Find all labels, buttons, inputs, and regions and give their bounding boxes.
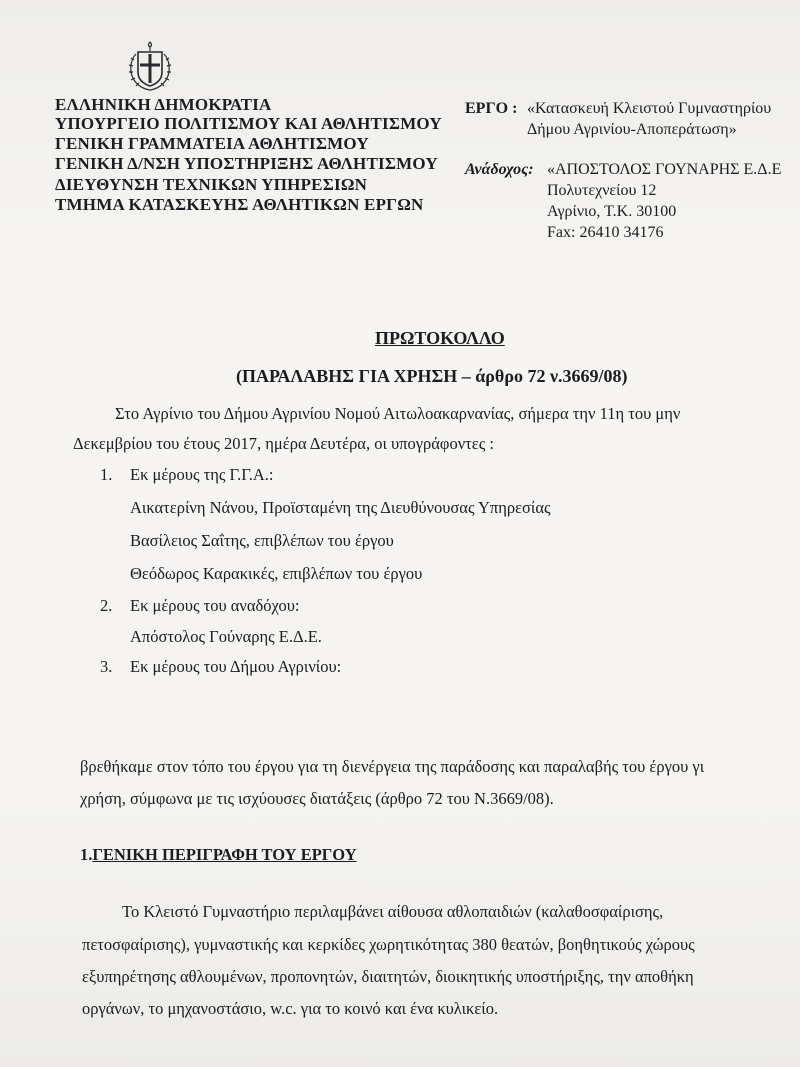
project-name-line2: Δήμου Αγρινίου-Αποπεράτωση» — [527, 121, 737, 138]
header-line: ΤΜΗΜΑ ΚΑΤΑΣΚΕΥΗΣ ΑΘΛΗΤΙΚΩΝ ΕΡΓΩΝ — [55, 195, 424, 214]
party-label: Εκ μέρους του αναδόχου: — [130, 596, 300, 615]
document-title: ΠΡΩΤΟΚΟΛΛΟ — [375, 328, 505, 348]
document-subtitle: (ΠΑΡΑΛΑΒΗΣ ΓΙΑ ΧΡΗΣΗ – άρθρο 72 ν.3669/08) — [236, 366, 628, 386]
party-member: Απόστολος Γούναρης Ε.Δ.Ε. — [130, 627, 322, 646]
header-line: ΓΕΝΙΚΗ Δ/ΝΣΗ ΥΠΟΣΤΗΡΙΞΗΣ ΑΘΛΗΤΙΣΜΟΥ — [55, 154, 438, 173]
party-number: 2. — [100, 596, 113, 615]
section-title: ΓΕΝΙΚΗ ΠΕΡΙΓΡΑΦΗ ΤΟΥ ΕΡΓΟΥ — [92, 845, 357, 864]
project-name-line1: «Κατασκευή Κλειστού Γυμναστηρίου — [527, 100, 772, 117]
section-body-line: Το Κλειστό Γυμναστήριο περιλαμβάνει αίθουσα αθλοπαιδιών (καλαθοσφαίρισης, — [122, 902, 664, 921]
section-number: 1. — [80, 845, 93, 864]
section-body-line: πετοσφαίρισης), γυμναστικής και κερκίδες χωρητικότητας 380 θεατών, βοηθητικούς χώρους — [82, 935, 695, 954]
found-line: βρεθήκαμε στον τόπο του έργου για τη διενέργεια της παράδοσης και παραλαβής του έργου γι — [80, 757, 705, 776]
section-body-line: οργάνων, το μηχανοστάσιο, w.c. για το κοινό και ένα κυλικείο. — [82, 999, 499, 1018]
section-body-line: εξυπηρέτησης αθλουμένων, προπονητών, διαιτητών, διοικητικής υποστήριξης, την αποθήκη — [82, 967, 694, 986]
section-heading — [80, 845, 357, 865]
party-member: Βασίλειος Σαΐτης, επιβλέπων του έργου — [130, 531, 394, 550]
greek-coat-of-arms-emblem — [124, 38, 176, 94]
header-line: ΥΠΟΥΡΓΕΙΟ ΠΟΛΙΤΙΣΜΟΥ ΚΑΙ ΑΘΛΗΤΙΣΜΟΥ — [55, 114, 442, 133]
party-number: 3. — [100, 657, 113, 676]
contractor-label: Ανάδοχος: — [465, 161, 534, 178]
intro-line: Δεκεμβρίου του έτους 2017, ημέρα Δευτέρα, οι υπογράφοντες : — [73, 434, 494, 453]
party-number: 1. — [100, 465, 113, 484]
party-member: Θεόδωρος Καρακικές, επιβλέπων του έργου — [130, 564, 423, 583]
header-line: ΕΛΛΗΝΙΚΗ ΔΗΜΟΚΡΑΤΙΑ — [55, 95, 272, 114]
found-line: χρήση, σύμφωνα με τις ισχύουσες διατάξεις (άρθρο 72 του Ν.3669/08). — [80, 789, 554, 808]
contractor-name: «ΑΠΟΣΤΟΛΟΣ ΓΟΥΝΑΡΗΣ Ε.Δ.Ε — [547, 161, 782, 178]
contractor-address: Πολυτεχνείου 12 — [547, 182, 657, 199]
project-label: ΕΡΓΟ : — [465, 100, 518, 117]
party-member: Αικατερίνη Νάνου, Προϊσταμένη της Διευθύνουσας Υπηρεσίας — [130, 498, 551, 517]
party-label: Εκ μέρους της Γ.Γ.Α.: — [130, 465, 274, 484]
party-label: Εκ μέρους του Δήμου Αγρινίου: — [130, 657, 342, 676]
contractor-city: Αγρίνιο, Τ.Κ. 30100 — [547, 203, 677, 220]
contractor-fax: Fax: 26410 34176 — [547, 224, 664, 241]
header-line: ΓΕΝΙΚΗ ΓΡΑΜΜΑΤΕΙΑ ΑΘΛΗΤΙΣΜΟΥ — [55, 134, 369, 153]
intro-line: Στο Αγρίνιο του Δήμου Αγρινίου Νομού Αιτωλοακαρνανίας, σήμερα την 11η του μην — [115, 404, 681, 423]
header-line: ΔΙΕΥΘΥΝΣΗ ΤΕΧΝΙΚΩΝ ΥΠΗΡΕΣΙΩΝ — [55, 175, 368, 194]
